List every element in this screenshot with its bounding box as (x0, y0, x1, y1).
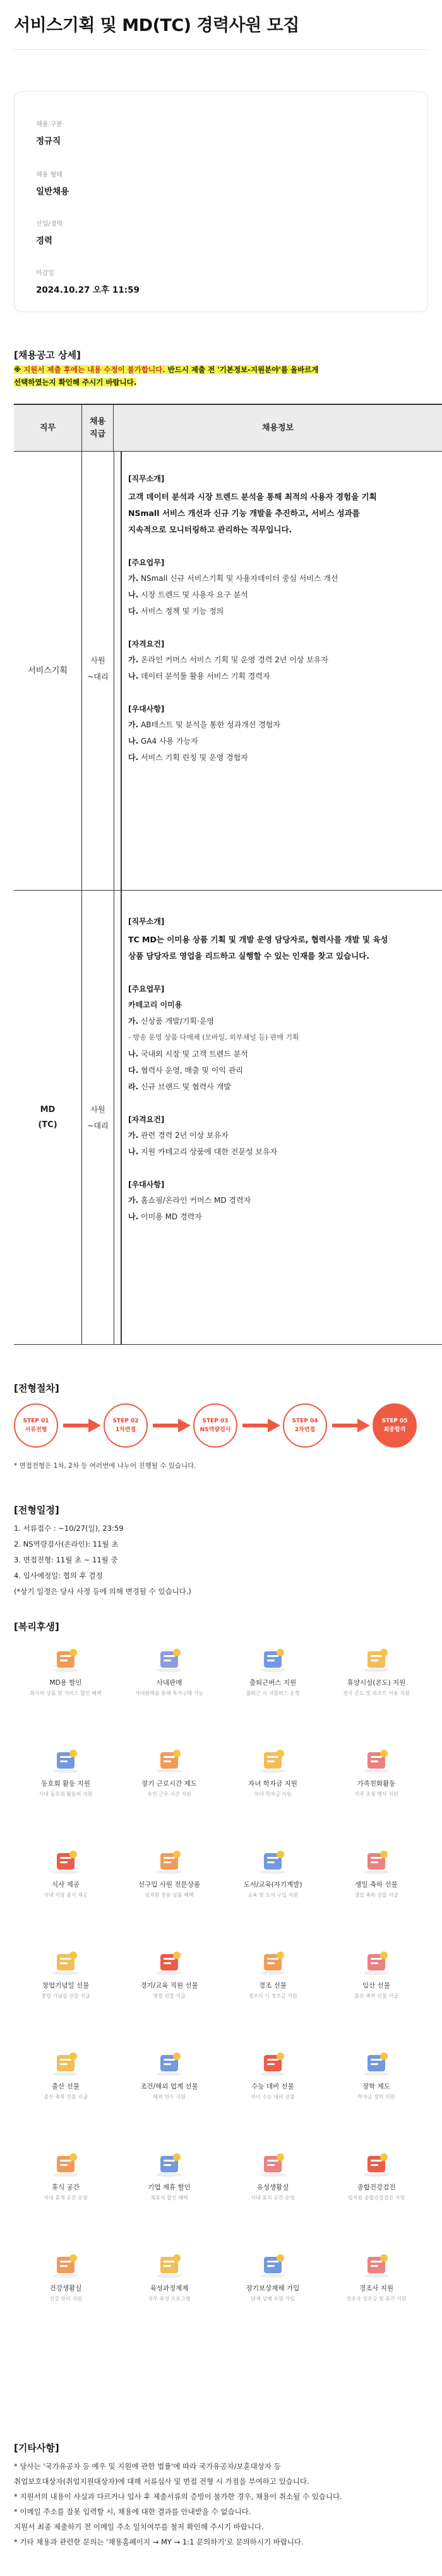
benefit-desc: 자녀 학자금 지원 (254, 1791, 292, 1797)
table-row (14, 452, 442, 891)
benefit-desc: 해외 연수 지원 (153, 2094, 186, 2100)
process-note: * 면접전형은 1차, 2차 등 여러번에 나누어 진행될 수 있습니다. (14, 1462, 196, 1470)
arrow-right-icon (242, 1419, 280, 1432)
process-step-final: STEP 05 최종합격 (373, 1403, 417, 1448)
benefit-desc: 경조사 경조금 및 휴가 지원 (346, 2296, 407, 2302)
summary-career-level (36, 218, 63, 246)
benefit-name: 임산 선물 (362, 1982, 390, 1989)
benefit-desc: 전국 콘도 및 리조트 이용 지원 (343, 1690, 410, 1696)
title-divider (14, 49, 428, 50)
list-item: 라. 신규 브랜드 및 협력사 개발 (128, 1082, 231, 1091)
section-title: [우대사항] (128, 705, 165, 713)
benefit-item (221, 1948, 325, 1999)
stroller-icon (49, 2049, 82, 2076)
building-icon (49, 1948, 82, 1976)
benefit-item (221, 1847, 325, 1899)
benefit-item (325, 1746, 428, 1798)
list-item: 가. 홈쇼핑/온라인 커머스 MD 경력자 (128, 1196, 251, 1205)
intro-line: 상품 담당자로 영업을 리드하고 실행할 수 있는 인재를 찾고 있습니다. (128, 951, 370, 961)
heart-icon (49, 2251, 82, 2278)
summary-label: 신입/경력 (36, 221, 63, 228)
benefit-item (117, 1847, 221, 1899)
page-title: 서비스기획 및 MD(TC) 경력사원 모집 (14, 16, 299, 35)
summary-value: 일반채용 (36, 187, 69, 197)
etc-line: * 지원서의 내용이 사실과 다르거나 입사 후 제출서류의 증빙이 불가한 경우, 채용이 취소될 수 있습니다. (14, 2492, 342, 2501)
benefit-desc: 임직원 전용 상품 혜택 (145, 1892, 194, 1898)
benefit-name: MD용 할인 (49, 1679, 82, 1687)
row-duty-line-2: (TC) (38, 1120, 57, 1130)
summary-card (14, 91, 428, 312)
list-item: 나. GA4 사용 가능자 (128, 737, 198, 746)
summary-label: 채용 구분 (36, 121, 63, 128)
benefit-name: 경기/교육 직원 선물 (140, 1982, 198, 1989)
benefit-item (117, 1746, 221, 1798)
shop-icon (153, 1645, 186, 1673)
benefit-name: 창업기념일 선물 (42, 1982, 90, 1989)
benefit-desc: 임직원 종합건강검진 지원 (347, 2195, 405, 2201)
benefit-item (325, 1847, 428, 1899)
process-step: STEP 04 2차면접 (283, 1403, 327, 1448)
table-row (14, 891, 442, 1345)
family-icon (360, 1746, 393, 1774)
intro-line: TC MD는 이미용 상품 기획 및 개발 운영 담당자로, 협력사를 개발 및 육성 (128, 935, 388, 944)
summary-value: 2024.10.27 오후 11:59 (36, 285, 140, 295)
process-flow (14, 1403, 442, 1467)
benefit-name: 종합건강검진 (357, 2184, 396, 2191)
summary-deadline (36, 267, 140, 295)
benefit-item (14, 2150, 117, 2201)
arrow-right-icon (63, 1419, 101, 1432)
header-rank (82, 405, 114, 452)
schedule-line: 4. 입사예정일: 협의 후 결정 (14, 1571, 103, 1580)
section-title: [주요업무] (128, 558, 165, 567)
row-info (114, 452, 442, 891)
plane-icon (153, 2049, 186, 2076)
benefit-item (325, 1645, 428, 1697)
clock-icon (153, 1746, 186, 1774)
meal-icon (49, 1847, 82, 1875)
benefit-name: 수능 대비 선물 (251, 2083, 294, 2090)
row-rank (82, 1101, 114, 1134)
list-item: 다. 서비스 기획 린칭 및 운영 경험자 (128, 753, 248, 762)
row-rank (82, 652, 114, 685)
benefit-item (325, 2150, 428, 2201)
bus-icon (256, 1645, 289, 1673)
notice-line-2 (14, 377, 136, 387)
bed-icon (256, 2150, 289, 2177)
benefit-name: 출산 선물 (52, 2083, 80, 2090)
schedule-line: 3. 면접전형: 11월 초 ~ 11월 중 (14, 1555, 118, 1564)
resort-icon (360, 1645, 393, 1673)
benefit-desc: 제휴처 할인 혜택 (150, 2195, 188, 2201)
shield-icon (256, 2251, 289, 2278)
gift-icon (153, 1847, 186, 1875)
coffee-icon (49, 2150, 82, 2177)
list-item: 나. 국내외 시장 및 고객 트렌드 분석 (128, 1050, 248, 1058)
schedule-heading: [전형일정] (14, 1504, 59, 1516)
benefit-name: 도서/교육(자기계발) (243, 1881, 302, 1888)
benefit-item (14, 1948, 117, 1999)
benefit-desc: 유연 근무 시간 지원 (147, 1791, 191, 1797)
benefit-name: 기업 제휴 할인 (148, 2184, 191, 2191)
benefit-item (325, 1948, 428, 1999)
benefit-desc: 가족 초청 행사 지원 (354, 1791, 398, 1797)
list-subheading: 카테고리 이미용 (128, 1000, 182, 1009)
row-rank-1: 사원 (90, 1105, 105, 1114)
benefit-item (117, 1948, 221, 1999)
benefit-item (117, 1645, 221, 1697)
process-step: STEP 01 서류전형 (14, 1403, 58, 1448)
row-duty: 서비스기획 (14, 452, 82, 891)
list-item: 가. NSmall 신규 서비스기획 및 사용자데이터 중심 서비스 개선 (128, 574, 338, 583)
notice-prefix: ※ (14, 365, 24, 374)
benefit-name: 생일 축하 선물 (355, 1881, 398, 1888)
info-block (128, 916, 388, 1225)
header-rank-2: 직급 (89, 430, 106, 439)
benefit-item (221, 2150, 325, 2201)
intro-line: 지속적으로 모니터링하고 관리하는 직무입니다. (128, 525, 292, 534)
etc-heading: [기타사항] (14, 2442, 59, 2454)
list-item: 가. 관련 경력 2년 이상 보유자 (128, 1131, 229, 1140)
list-item: 가. 신상품 개발/기획·운영 (128, 1017, 214, 1026)
list-item: 나. 데이터 분석툴 활용 서비스 기획 경력자 (128, 672, 270, 681)
benefit-name: 조건/해외 업계 선물 (140, 2083, 198, 2090)
list-item: 나. 이미용 MD 경력자 (128, 1212, 202, 1221)
benefit-item (14, 2049, 117, 2100)
benefit-item (325, 2251, 428, 2302)
table-header (14, 405, 442, 452)
benefit-desc: 사내 동호회 활동비 지원 (39, 1791, 93, 1797)
present-icon (153, 1948, 186, 1976)
benefit-item (117, 2049, 221, 2100)
calendar-icon (256, 1746, 289, 1774)
row-duty-line-1: MD (40, 1105, 56, 1115)
summary-value: 경력 (36, 236, 53, 246)
section-title: [우대사항] (128, 1180, 165, 1189)
benefit-item (221, 2251, 325, 2302)
benefit-name: 가족친화활동 (357, 1780, 396, 1788)
benefit-item (14, 1645, 117, 1697)
etc-line: 지원서 최종 제출하기 전 이메일 주소 일치여부를 철저 확인해 주시기 바랍니다. (14, 2522, 264, 2531)
info-inner-rule (121, 452, 122, 891)
benefit-desc: 직무 육성 프로그램 (148, 2296, 191, 2302)
benefit-item (221, 1746, 325, 1798)
health-icon (360, 2150, 393, 2177)
section-title: [직무소개] (128, 917, 165, 926)
schedule-line: (*상기 일정은 당사 사정 등에 의해 변경될 수 있습니다.) (14, 1587, 191, 1596)
club-icon (49, 1746, 82, 1774)
benefit-name: 출퇴근버스 지원 (249, 1679, 297, 1687)
benefit-desc: 생일 축하 선물 지급 (354, 1892, 398, 1898)
benefit-name: 동호회 활동 지원 (41, 1780, 90, 1788)
benefit-name: 휴식 공간 (52, 2184, 80, 2191)
cap-icon (360, 2049, 393, 2076)
list-item: 가. AB테스트 및 분석을 통한 성과개선 경험자 (128, 720, 280, 729)
notice-line-1 (14, 365, 318, 375)
list-item: - 방송 운영 상품 다매체 (모바일, 외부채널 등) 판매 기획 (128, 1033, 299, 1041)
list-item: 나. 시장 트렌드 및 사용자 요구 분석 (128, 590, 248, 599)
benefits-heading: [복리후생] (14, 1621, 59, 1632)
list-item: 가. 온라인 커머스 서비스 기획 및 운영 경력 2년 이상 보유자 (128, 655, 328, 664)
header-duty: 직무 (14, 405, 82, 452)
benefit-item (117, 2150, 221, 2201)
exam-icon (256, 2049, 289, 2076)
intro-line: NSmall 서비스 개선과 신규 기능 개발을 추진하고, 서비스 성과를 (128, 508, 360, 518)
list-item: 다. 협력사 운영, 매출 및 이익 관리 (128, 1066, 243, 1075)
edit-icon (153, 2251, 186, 2278)
etc-line: * 이메일 주소를 잘못 입력할 시, 채용에 대한 결과를 안내받을 수 없습니다. (14, 2507, 251, 2516)
benefit-desc: 경조사 시 경조금 지원 (248, 1993, 297, 1999)
benefit-item (117, 2251, 221, 2302)
benefit-name: 장기보상재해 가입 (246, 2285, 300, 2292)
benefit-item (14, 1847, 117, 1899)
header-info: 채용정보 (261, 423, 294, 433)
etc-line: * 기타 채용과 관련한 문의는 '채용홈페이지 → MY → 1:1 문의하기'로 문의하시기 바랍니다. (14, 2538, 304, 2546)
benefit-item (14, 1746, 117, 1798)
benefit-name: 휴양시설(콘도) 지원 (347, 1679, 406, 1687)
benefit-name: 유성생활실 (256, 2184, 289, 2191)
benefit-name: 육성과정제제 (150, 2285, 189, 2292)
etc-line: * 당사는 '국가유공자 등 예우 및 지원에 관한 법률'에 따라 국가유공자/보훈대상자 등 (14, 2462, 281, 2471)
process-step: STEP 03 NS역량검사 (193, 1403, 237, 1448)
schedule-line: 1. 서류접수 : ~10/27(일), 23:59 (14, 1524, 124, 1533)
benefit-desc: 사내 휴식 공간 운영 (251, 2195, 295, 2201)
info-inner-rule (121, 891, 122, 1345)
benefit-desc: 자녀 수능 대비 선물 (251, 2094, 295, 2100)
benefit-desc: 교육 및 도서 구입 지원 (248, 1892, 298, 1898)
schedule-line: 2. NS역량검사(온라인): 11월 초 (14, 1540, 119, 1549)
benefit-name: 선구입 사원 전문상품 (138, 1881, 200, 1888)
baby-icon (360, 1948, 393, 1976)
job-table (14, 404, 442, 1344)
benefit-name: 장학 제도 (362, 2083, 390, 2090)
notice-line-2-text: 선택하였는지 확인해 주시기 바랍니다. (14, 378, 137, 387)
row-duty (14, 891, 82, 1345)
notice-rest: 반드시 제출 전 '기본정보-지원분야'를 올바르게 (165, 365, 319, 374)
benefit-desc: 학자금 장학 지원 (357, 2094, 395, 2100)
notice-warning: 지원서 제출 후에는 내용 수정이 불가합니다. (23, 365, 165, 374)
info-block (128, 473, 377, 766)
summary-label: 마감일 (36, 270, 54, 277)
cart-icon (49, 1645, 82, 1673)
benefit-name: 자녀 학자금 지원 (248, 1780, 297, 1788)
benefit-name: 건강생활실 (49, 2285, 82, 2292)
benefit-desc: 회사의 상품 및 서비스 할인 혜택 (30, 1690, 102, 1696)
benefit-name: 경조사 지원 (359, 2285, 394, 2292)
intro-line: 고객 데이터 분석과 시장 트렌드 분석을 통해 최적의 사용자 경험을 기획 (128, 492, 377, 501)
header-rank-1: 채용 (89, 417, 106, 426)
benefit-desc: 출산 축하 선물 지급 (354, 1993, 398, 1999)
process-step: STEP 02 1차면접 (104, 1403, 148, 1448)
benefit-item (221, 1645, 325, 1697)
section-title: [직무소개] (128, 474, 165, 483)
summary-hiring-form (36, 169, 69, 197)
wreath-icon (360, 2251, 393, 2278)
arrow-right-icon (153, 1419, 191, 1432)
benefit-desc: 창립 기념일 선물 지급 (41, 1993, 90, 1999)
benefit-item (221, 2049, 325, 2100)
benefit-desc: 사내 식당 중식 제공 (44, 1892, 88, 1898)
arrow-right-icon (332, 1419, 370, 1432)
handshake-icon (153, 2150, 186, 2177)
details-heading: [채용공고 상세] (14, 349, 81, 361)
row-rank-2: ~대리 (87, 1121, 109, 1130)
benefit-name: 사내판매 (156, 1679, 182, 1687)
section-title: [자격요건] (128, 1115, 165, 1124)
benefit-item (325, 2049, 428, 2100)
benefit-desc: 사내판매를 통해 특가구매 가능 (134, 1690, 204, 1696)
row-info (114, 891, 442, 1345)
list-item: 다. 서비스 정책 및 기능 정의 (128, 607, 224, 616)
benefit-desc: 사내 휴게 공간 운영 (44, 2195, 88, 2201)
summary-label: 채용 형태 (36, 172, 63, 179)
benefit-desc: 건강 관리 지원 (49, 2296, 82, 2302)
book-icon (256, 1847, 289, 1875)
list-item: 나. 지원 카테고리 상품에 대한 전문성 보유자 (128, 1147, 278, 1156)
benefit-desc: 명절 선물 지급 (153, 1993, 186, 1999)
benefit-name: 식사 제공 (52, 1881, 80, 1888)
benefit-item (14, 2251, 117, 2302)
summary-employment-type (36, 119, 63, 146)
etc-line: 취업보호대상자(취업지원대상자)에 대해 서류심사 및 면접 전형 시 가점을 부여하고 있습니다. (14, 2477, 309, 2486)
benefit-name: 장기 근로시간 제도 (141, 1780, 197, 1788)
cake-icon (360, 1847, 393, 1875)
row-rank-1: 사원 (90, 656, 105, 665)
benefit-desc: 출산 축하 선물 지급 (44, 2094, 88, 2100)
benefit-name: 경조 선물 (259, 1982, 287, 1989)
row-rank-2: ~대리 (87, 672, 109, 681)
summary-value: 정규직 (36, 136, 61, 146)
flower-icon (256, 1948, 289, 1976)
process-heading: [전형절차] (14, 1383, 59, 1394)
section-title: [자격요건] (128, 640, 165, 648)
section-title: [주요업무] (128, 985, 165, 993)
benefit-desc: 단체 상해 보험 가입 (251, 2296, 295, 2302)
benefit-desc: 출퇴근 시 셔틀버스 운행 (246, 1690, 300, 1696)
